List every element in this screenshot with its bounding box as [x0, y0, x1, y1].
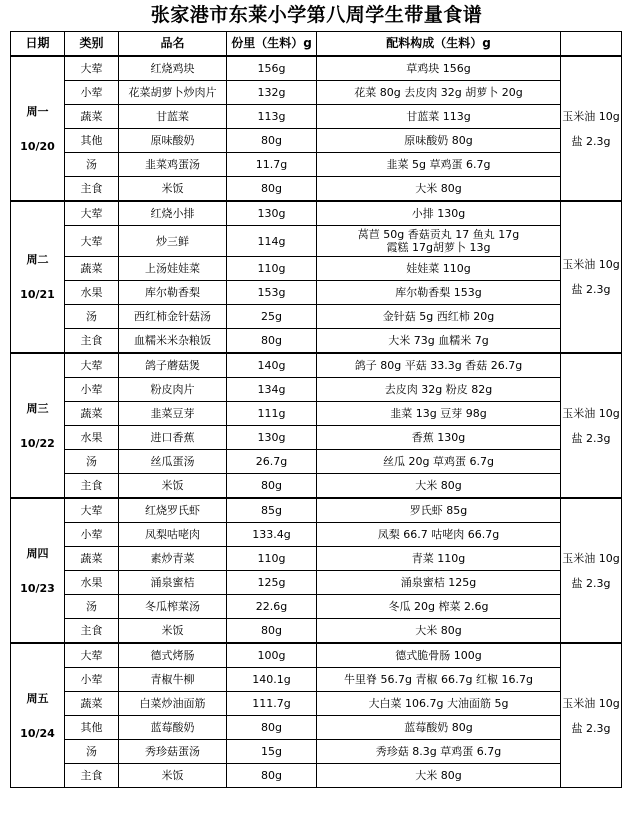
dish-cell: 素炒青菜	[119, 547, 227, 571]
table-row	[11, 619, 622, 644]
header-dish: 品名	[119, 32, 227, 57]
category-cell: 汤	[65, 305, 119, 329]
salt-label: 盐 2.3g	[571, 721, 611, 735]
oil-salt-cell	[561, 353, 622, 498]
ingredients-cell	[317, 547, 561, 571]
day-group	[11, 201, 622, 353]
category-cell: 大荤	[65, 498, 119, 523]
dish-cell: 炒三鲜	[119, 226, 227, 257]
header-date: 日期	[11, 32, 65, 57]
category-cell: 大荤	[65, 201, 119, 226]
header-ingredients: 配料构成（生料）g	[317, 32, 561, 57]
oil-salt-cell	[561, 201, 622, 353]
oil-salt-cell	[561, 498, 622, 643]
dish-cell: 米饭	[119, 619, 227, 644]
page-title: 张家港市东莱小学第八周学生带量食谱	[150, 4, 483, 26]
category-cell: 小荤	[65, 81, 119, 105]
ingredients-line: 凤梨 66.7 咕咾肉 66.7g	[377, 528, 500, 541]
table-row	[11, 81, 622, 105]
dish-cell: 凤梨咕咾肉	[119, 523, 227, 547]
table-row	[11, 764, 622, 788]
category-cell: 大荤	[65, 56, 119, 81]
day-group	[11, 353, 622, 498]
portion-cell: 80g	[227, 764, 317, 788]
ingredients-line: 大米 73g 血糯米 7g	[388, 334, 489, 347]
portion-cell: 80g	[227, 619, 317, 644]
table-row	[11, 56, 622, 81]
ingredients-line: 秀珍菇 8.3g 草鸡蛋 6.7g	[375, 745, 502, 758]
header-oil-salt	[561, 32, 622, 57]
ingredients-line: 莴苣 50g 香菇贡丸 17 鱼丸 17g	[357, 228, 520, 241]
table-row	[11, 281, 622, 305]
dish-cell: 红烧鸡块	[119, 56, 227, 81]
ingredients-line: 甘蓝菜 113g	[406, 110, 471, 123]
table-row	[11, 153, 622, 177]
portion-cell: 80g	[227, 329, 317, 354]
portion-cell: 130g	[227, 201, 317, 226]
ingredients-cell	[317, 56, 561, 81]
day-group	[11, 643, 622, 788]
ingredients-line: 小排 130g	[411, 207, 466, 220]
menu-table	[10, 31, 622, 788]
portion-cell: 113g	[227, 105, 317, 129]
ingredients-cell	[317, 426, 561, 450]
ingredients-cell	[317, 153, 561, 177]
dish-cell: 米饭	[119, 764, 227, 788]
ingredients-cell	[317, 595, 561, 619]
table-row	[11, 498, 622, 523]
category-cell: 水果	[65, 281, 119, 305]
portion-cell: 80g	[227, 177, 317, 202]
portion-cell: 110g	[227, 547, 317, 571]
ingredients-cell	[317, 692, 561, 716]
dish-cell: 花菜胡萝卜炒肉片	[119, 81, 227, 105]
table-row	[11, 523, 622, 547]
dish-cell: 白菜炒油面筋	[119, 692, 227, 716]
table-row	[11, 571, 622, 595]
dish-cell: 甘蓝菜	[119, 105, 227, 129]
ingredients-line: 库尔勒香梨 153g	[395, 286, 482, 299]
ingredients-cell	[317, 281, 561, 305]
category-cell: 主食	[65, 177, 119, 202]
dish-cell: 上汤娃娃菜	[119, 257, 227, 281]
salt-label: 盐 2.3g	[571, 576, 611, 590]
category-cell: 汤	[65, 450, 119, 474]
category-cell: 汤	[65, 740, 119, 764]
category-cell: 大荤	[65, 226, 119, 257]
salt-label: 盐 2.3g	[571, 431, 611, 445]
oil-label: 玉米油 10g	[562, 258, 620, 271]
dish-cell: 韭菜豆芽	[119, 402, 227, 426]
day-cell	[11, 498, 65, 643]
dish-cell: 蓝莓酸奶	[119, 716, 227, 740]
portion-cell: 100g	[227, 643, 317, 668]
ingredients-cell	[317, 571, 561, 595]
day-group	[11, 498, 622, 643]
ingredients-line: 鸽子 80g 平菇 33.3g 香菇 26.7g	[354, 359, 523, 372]
table-row	[11, 474, 622, 499]
table-row	[11, 643, 622, 668]
oil-salt-cell	[561, 643, 622, 788]
ingredients-cell	[317, 105, 561, 129]
day-cell	[11, 201, 65, 353]
ingredients-line: 大米 80g	[415, 182, 462, 195]
portion-cell: 125g	[227, 571, 317, 595]
table-row	[11, 595, 622, 619]
portion-cell: 25g	[227, 305, 317, 329]
portion-cell: 133.4g	[227, 523, 317, 547]
ingredients-line: 霞糕 17g胡萝卜 13g	[386, 241, 491, 254]
category-cell: 汤	[65, 153, 119, 177]
ingredients-line: 蓝莓酸奶 80g	[404, 721, 473, 734]
dish-cell: 原味酸奶	[119, 129, 227, 153]
ingredients-line: 德式脆骨肠 100g	[395, 649, 482, 662]
ingredients-cell	[317, 498, 561, 523]
category-cell: 主食	[65, 474, 119, 499]
category-cell: 蔬菜	[65, 105, 119, 129]
category-cell: 大荤	[65, 353, 119, 378]
portion-cell: 111.7g	[227, 692, 317, 716]
portion-cell: 132g	[227, 81, 317, 105]
portion-cell: 111g	[227, 402, 317, 426]
dish-cell: 秀珍菇蛋汤	[119, 740, 227, 764]
portion-cell: 140g	[227, 353, 317, 378]
dish-cell: 血糯米米杂粮饭	[119, 329, 227, 354]
ingredients-line: 涌泉蜜桔 125g	[400, 576, 477, 589]
dish-cell: 丝瓜蛋汤	[119, 450, 227, 474]
ingredients-line: 大米 80g	[415, 479, 462, 492]
portion-cell: 110g	[227, 257, 317, 281]
ingredients-cell	[317, 201, 561, 226]
portion-cell: 156g	[227, 56, 317, 81]
header-portion: 份里（生料）g	[227, 32, 317, 57]
table-row	[11, 740, 622, 764]
portion-cell: 140.1g	[227, 668, 317, 692]
oil-label: 玉米油 10g	[562, 109, 620, 123]
date-label: 10/24	[20, 726, 55, 740]
day-group	[11, 56, 622, 201]
ingredients-cell	[317, 474, 561, 499]
dish-cell: 进口香蕉	[119, 426, 227, 450]
salt-label: 盐 2.3g	[571, 134, 611, 148]
ingredients-cell	[317, 619, 561, 644]
oil-salt-cell	[561, 56, 622, 201]
day-cell	[11, 643, 65, 788]
ingredients-cell	[317, 177, 561, 202]
portion-cell: 80g	[227, 129, 317, 153]
salt-label: 盐 2.3g	[571, 283, 611, 296]
category-cell: 水果	[65, 426, 119, 450]
table-row	[11, 257, 622, 281]
portion-cell: 80g	[227, 716, 317, 740]
portion-cell: 85g	[227, 498, 317, 523]
dish-cell: 青椒牛柳	[119, 668, 227, 692]
weekday-label: 周五	[26, 691, 49, 705]
date-label: 10/21	[20, 288, 55, 301]
date-label: 10/20	[20, 139, 55, 153]
dish-cell: 鸽子蘑菇煲	[119, 353, 227, 378]
header-category: 类别	[65, 32, 119, 57]
ingredients-cell	[317, 353, 561, 378]
date-label: 10/22	[20, 436, 55, 450]
weekday-label: 周三	[26, 401, 49, 415]
ingredients-line: 韭菜 5g 草鸡蛋 6.7g	[386, 158, 491, 171]
ingredients-cell	[317, 716, 561, 740]
portion-cell: 22.6g	[227, 595, 317, 619]
weekday-label: 周一	[26, 104, 49, 118]
table-row	[11, 305, 622, 329]
ingredients-cell	[317, 329, 561, 354]
dish-cell: 库尔勒香梨	[119, 281, 227, 305]
ingredients-line: 金针菇 5g 西红柿 20g	[382, 310, 495, 323]
ingredients-cell	[317, 764, 561, 788]
oil-label: 玉米油 10g	[562, 406, 620, 420]
ingredients-cell	[317, 81, 561, 105]
dish-cell: 米饭	[119, 474, 227, 499]
table-row	[11, 177, 622, 202]
category-cell: 蔬菜	[65, 692, 119, 716]
category-cell: 蔬菜	[65, 547, 119, 571]
table-row	[11, 378, 622, 402]
ingredients-line: 去皮肉 32g 粉皮 82g	[384, 383, 493, 396]
ingredients-cell	[317, 402, 561, 426]
category-cell: 小荤	[65, 523, 119, 547]
category-cell: 主食	[65, 764, 119, 788]
oil-label: 玉米油 10g	[562, 696, 620, 710]
table-row	[11, 105, 622, 129]
category-cell: 蔬菜	[65, 402, 119, 426]
category-cell: 其他	[65, 716, 119, 740]
portion-cell: 130g	[227, 426, 317, 450]
table-row	[11, 426, 622, 450]
category-cell: 大荤	[65, 643, 119, 668]
category-cell: 小荤	[65, 668, 119, 692]
ingredients-line: 大米 80g	[415, 624, 462, 637]
dish-cell: 粉皮肉片	[119, 378, 227, 402]
table-row	[11, 668, 622, 692]
ingredients-cell	[317, 668, 561, 692]
dish-cell: 米饭	[119, 177, 227, 202]
table-row	[11, 129, 622, 153]
dish-cell: 红烧罗氏虾	[119, 498, 227, 523]
portion-cell: 153g	[227, 281, 317, 305]
portion-cell: 26.7g	[227, 450, 317, 474]
table-row	[11, 450, 622, 474]
table-row	[11, 402, 622, 426]
portion-cell: 134g	[227, 378, 317, 402]
portion-cell: 11.7g	[227, 153, 317, 177]
weekday-label: 周四	[26, 546, 49, 560]
ingredients-line: 罗氏虾 85g	[409, 504, 468, 517]
portion-cell: 15g	[227, 740, 317, 764]
table-row	[11, 692, 622, 716]
dish-cell: 冬瓜榨菜汤	[119, 595, 227, 619]
ingredients-line: 丝瓜 20g 草鸡蛋 6.7g	[383, 455, 494, 468]
dish-cell: 西红柿金针菇汤	[119, 305, 227, 329]
ingredients-line: 花菜 80g 去皮肉 32g 胡萝卜 20g	[354, 86, 523, 99]
ingredients-line: 牛里脊 56.7g 青椒 66.7g 红椒 16.7g	[344, 673, 533, 686]
category-cell: 水果	[65, 571, 119, 595]
table-row	[11, 226, 622, 257]
dish-cell: 红烧小排	[119, 201, 227, 226]
day-cell	[11, 56, 65, 201]
category-cell: 其他	[65, 129, 119, 153]
ingredients-line: 原味酸奶 80g	[404, 134, 473, 147]
date-label: 10/23	[20, 581, 55, 595]
oil-label: 玉米油 10g	[562, 551, 620, 565]
ingredients-line: 青菜 110g	[411, 552, 466, 565]
category-cell: 蔬菜	[65, 257, 119, 281]
ingredients-line: 冬瓜 20g 榨菜 2.6g	[388, 600, 489, 613]
portion-cell: 114g	[227, 226, 317, 257]
ingredients-line: 韭菜 13g 豆芽 98g	[390, 407, 487, 420]
ingredients-line: 草鸡块 156g	[406, 62, 471, 75]
ingredients-cell	[317, 257, 561, 281]
dish-cell: 涌泉蜜桔	[119, 571, 227, 595]
dish-cell: 韭菜鸡蛋汤	[119, 153, 227, 177]
dish-cell: 德式烤肠	[119, 643, 227, 668]
category-cell: 小荤	[65, 378, 119, 402]
table-row	[11, 716, 622, 740]
table-row	[11, 329, 622, 354]
ingredients-line: 娃娃菜 110g	[406, 262, 471, 275]
ingredients-line: 香蕉 130g	[411, 431, 466, 444]
weekday-label: 周二	[26, 253, 49, 266]
ingredients-line: 大米 80g	[415, 769, 462, 782]
ingredients-cell	[317, 129, 561, 153]
ingredients-cell	[317, 523, 561, 547]
ingredients-cell	[317, 450, 561, 474]
table-row	[11, 353, 622, 378]
table-header	[11, 32, 622, 57]
category-cell: 主食	[65, 619, 119, 644]
portion-cell: 80g	[227, 474, 317, 499]
table-row	[11, 201, 622, 226]
ingredients-cell	[317, 378, 561, 402]
category-cell: 主食	[65, 329, 119, 354]
table-row	[11, 547, 622, 571]
ingredients-cell	[317, 226, 561, 257]
category-cell: 汤	[65, 595, 119, 619]
ingredients-cell	[317, 305, 561, 329]
ingredients-line: 大白菜 106.7g 大油面筋 5g	[368, 697, 509, 710]
ingredients-cell	[317, 740, 561, 764]
ingredients-cell	[317, 643, 561, 668]
day-cell	[11, 353, 65, 498]
